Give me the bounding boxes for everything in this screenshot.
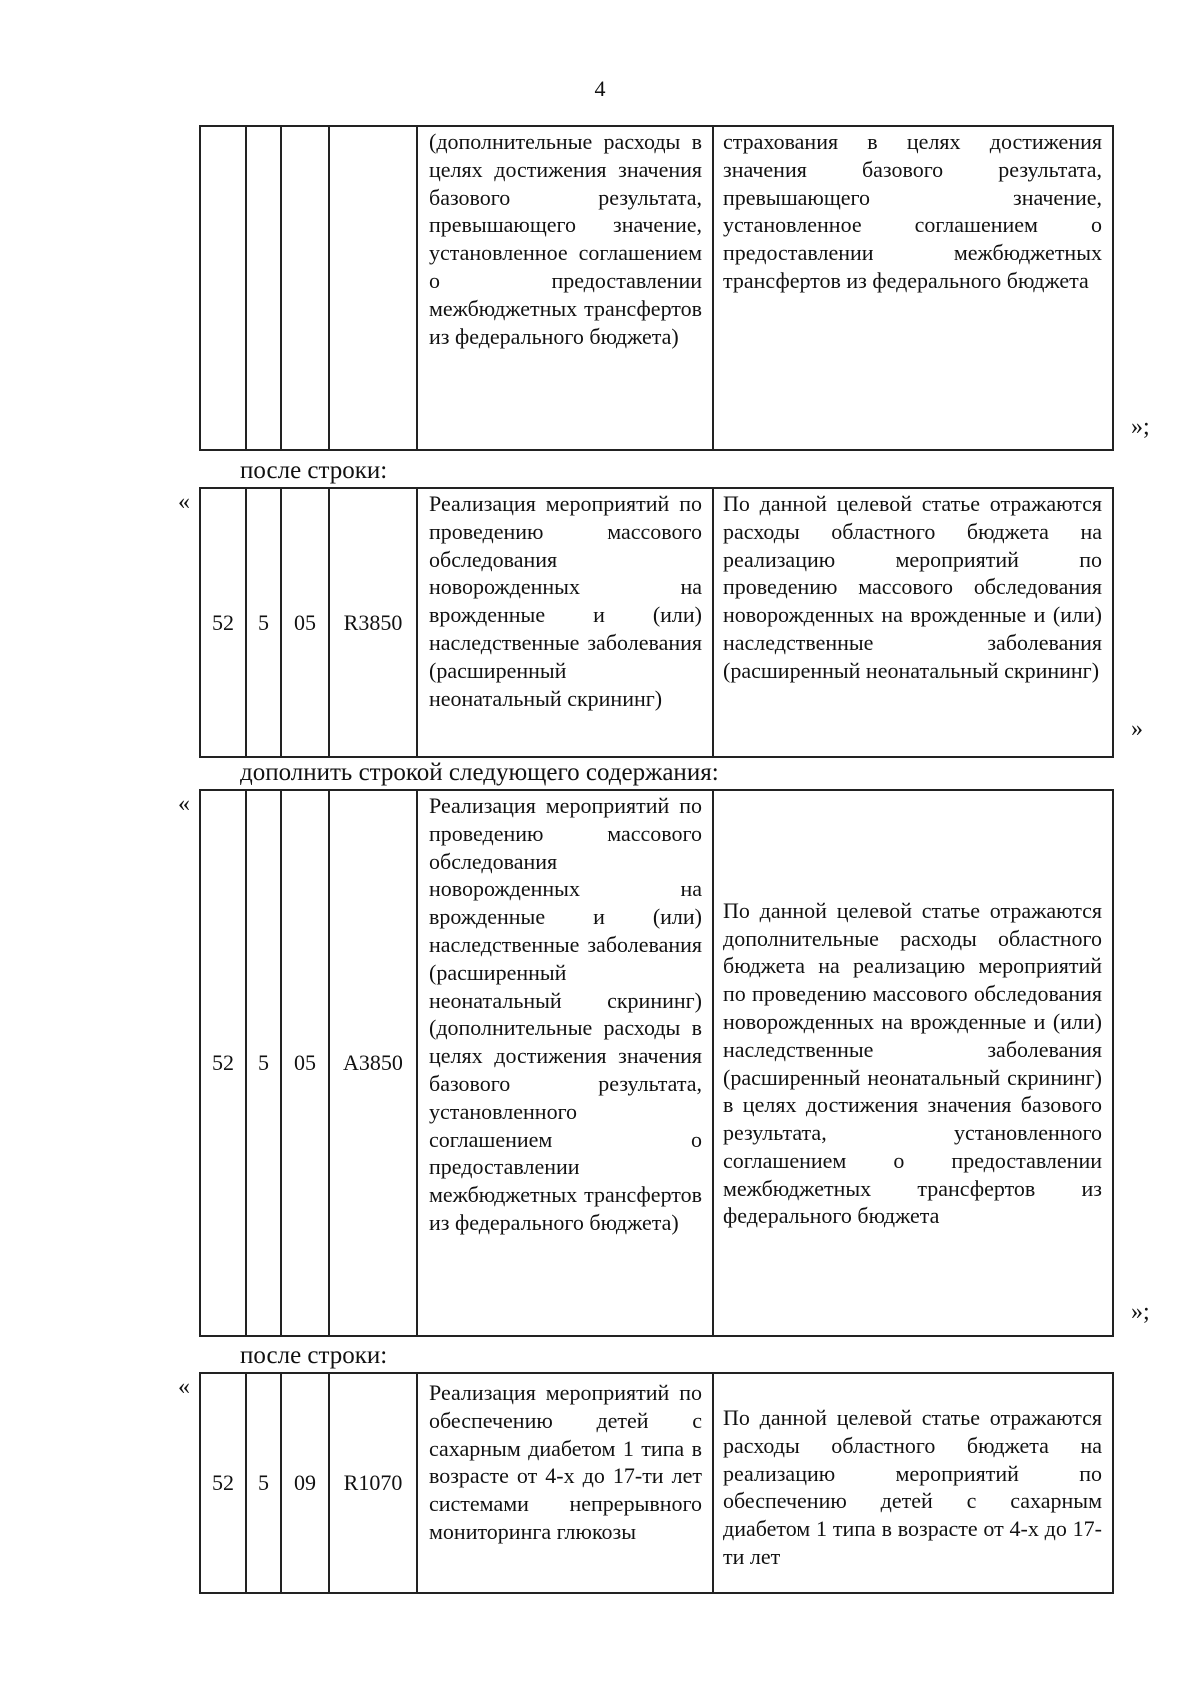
target-article-name: Реализация мероприятий по проведению массового обследования новорожденных на врожденные и (или) наследственные заболевания (расширенный неонатальный скрининг) (дополнительные расходы в целях достижения значения базового результата, установленного соглашением о предоставлении межбюджетных трансфертов из федерального бюджета)	[417, 790, 713, 1336]
code-subprogram: 5	[246, 488, 281, 757]
code-direction: R3850	[329, 488, 417, 757]
table-row	[199, 1372, 1114, 1594]
closing-quote: »;	[1131, 414, 1150, 440]
opening-quote: «	[178, 791, 190, 817]
target-article-description: По данной целевой статье отражаются дополнительные расходы областного бюджета на реализацию мероприятий по проведению массового обследования новорожденных на врожденные и (или) наследственные заболевания (расширенный неонатальный скрининг) в целях достижения значения базового результата, установленного соглашением о предоставлении межбюджетных трансфертов из федерального бюджета	[713, 790, 1113, 1336]
code-subprogram: 5	[246, 1373, 281, 1593]
table-row	[199, 487, 1114, 758]
code-program	[200, 126, 246, 450]
instruction-after-row: после строки:	[240, 457, 388, 484]
closing-quote: »;	[1131, 1299, 1150, 1325]
code-subprogram: 5	[246, 790, 281, 1336]
code-direction: А3850	[329, 790, 417, 1336]
target-article-description: страхования в целях достижения значения базового результата, превышающего значение, установленное соглашением о предоставлении межбюджетных трансфертов из федерального бюджета	[713, 126, 1113, 450]
code-program: 52	[200, 1373, 246, 1593]
target-article-name: Реализация мероприятий по обеспечению детей с сахарным диабетом 1 типа в возрасте от 4-х до 17-ти лет системами непрерывного мониторинга глюкозы	[417, 1373, 713, 1593]
target-article-description: По данной целевой статье отражаются расходы областного бюджета на реализацию мероприятий по обеспечению детей с сахарным диабетом 1 типа в возрасте от 4-х до 17-ти лет	[713, 1373, 1113, 1593]
instruction-after-row: после строки:	[240, 1342, 388, 1369]
code-main-event: 09	[281, 1373, 329, 1593]
opening-quote: «	[178, 489, 190, 515]
code-program: 52	[200, 790, 246, 1336]
instruction-add-row: дополнить строкой следующего содержания:	[240, 759, 719, 786]
code-main-event: 05	[281, 790, 329, 1336]
table-row	[199, 125, 1114, 451]
target-article-name: (дополнительные расходы в целях достижения значения базового результата, превышающего значение, установленное соглашением о предоставлении межбюджетных трансфертов из федерального бюджета)	[417, 126, 713, 450]
closing-quote: »	[1131, 716, 1143, 742]
code-program: 52	[200, 488, 246, 757]
page-number: 4	[594, 76, 606, 101]
opening-quote: «	[178, 1374, 190, 1400]
code-subprogram	[246, 126, 281, 450]
code-direction	[329, 126, 417, 450]
code-direction: R1070	[329, 1373, 417, 1593]
code-main-event: 05	[281, 488, 329, 757]
target-article-name: Реализация мероприятий по проведению массового обследования новорожденных на врожденные и (или) наследственные заболевания (расширенный неонатальный скрининг)	[417, 488, 713, 757]
table-row	[199, 789, 1114, 1337]
target-article-description: По данной целевой статье отражаются расходы областного бюджета на реализацию мероприятий по проведению массового обследования новорожденных на врожденные и (или) наследственные заболевания (расширенный неонатальный скрининг)	[713, 488, 1113, 757]
code-main-event	[281, 126, 329, 450]
